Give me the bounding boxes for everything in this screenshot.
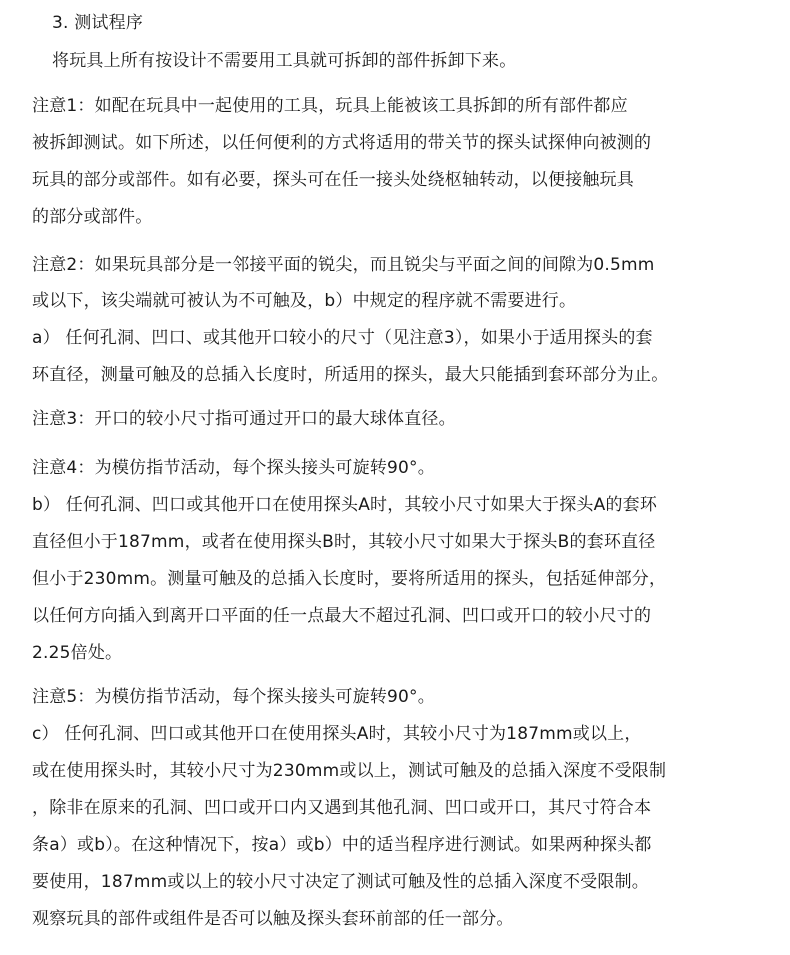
item-c-line: c） 任何孔洞、凹口或其他开口在使用探头A时，其较小尺寸为187mm或以上，: [32, 724, 642, 744]
item-a-line: a） 任何孔洞、凹口、或其他开口较小的尺寸（见注意3），如果小于适用探头的套: [32, 328, 653, 348]
item-b-line: 直径但小于187mm，或者在使用探头B时，其较小尺寸如果大于探头B的套环直径: [32, 532, 656, 552]
note-5-line: 注意5：为模仿指节活动，每个探头接头可旋转90°。: [32, 687, 435, 707]
note-3-line: 注意3：开口的较小尺寸指可通过开口的最大球体直径。: [32, 409, 456, 429]
note-2-line: 或以下，该尖端就可被认为不可触及，b）中规定的程序就不需要进行。: [32, 291, 577, 311]
note-1-line: 被拆卸测试。如下所述，以任何便利的方式将适用的带关节的探头试探伸向被测的: [32, 133, 652, 153]
note-2-line: 注意2：如果玩具部分是一邻接平面的锐尖，而且锐尖与平面之间的间隙为0.5mm: [32, 255, 655, 275]
item-a-line: 环直径，测量可触及的总插入长度时，所适用的探头，最大只能插到套环部分为止。: [32, 365, 669, 385]
item-b-line: 以任何方向插入到离开口平面的任一点最大不超过孔洞、凹口或开口的较小尺寸的: [32, 606, 652, 626]
paragraph-line: 观察玩具的部件或组件是否可以触及探头套环前部的任一部分。: [32, 909, 514, 929]
item-c-line: ，除非在原来的孔洞、凹口或开口内又遇到其他孔洞、凹口或开口，其尺寸符合本: [32, 798, 652, 818]
note-1-line: 注意1：如配在玩具中一起使用的工具，玩具上能被该工具拆卸的所有部件都应: [32, 96, 628, 116]
note-1-line: 的部分或部件。: [32, 207, 153, 227]
paragraph-line: 将玩具上所有按设计不需要用工具就可拆卸的部件拆卸下来。: [52, 51, 517, 71]
item-c-line: 条a）或b）。在这种情况下，按a）或b）中的适当程序进行测试。如果两种探头都: [32, 835, 652, 855]
item-b-line: 但小于230mm。测量可触及的总插入长度时，要将所适用的探头，包括延伸部分，: [32, 569, 667, 589]
note-1-line: 玩具的部分或部件。如有必要，探头可在任一接头处绕枢轴转动，以便接触玩具: [32, 170, 634, 190]
item-c-line: 或在使用探头时，其较小尺寸为230mm或以上，测试可触及的总插入深度不受限制: [32, 761, 667, 781]
section-heading: 3. 测试程序: [52, 13, 144, 33]
note-4-line: 注意4：为模仿指节活动，每个探头接头可旋转90°。: [32, 458, 435, 478]
item-c-line: 要使用，187mm或以上的较小尺寸决定了测试可触及性的总插入深度不受限制。: [32, 872, 649, 892]
item-b-line: b） 任何孔洞、凹口或其他开口在使用探头A时，其较小尺寸如果大于探头A的套环: [32, 495, 658, 515]
item-b-line: 2.25倍处。: [32, 643, 123, 663]
